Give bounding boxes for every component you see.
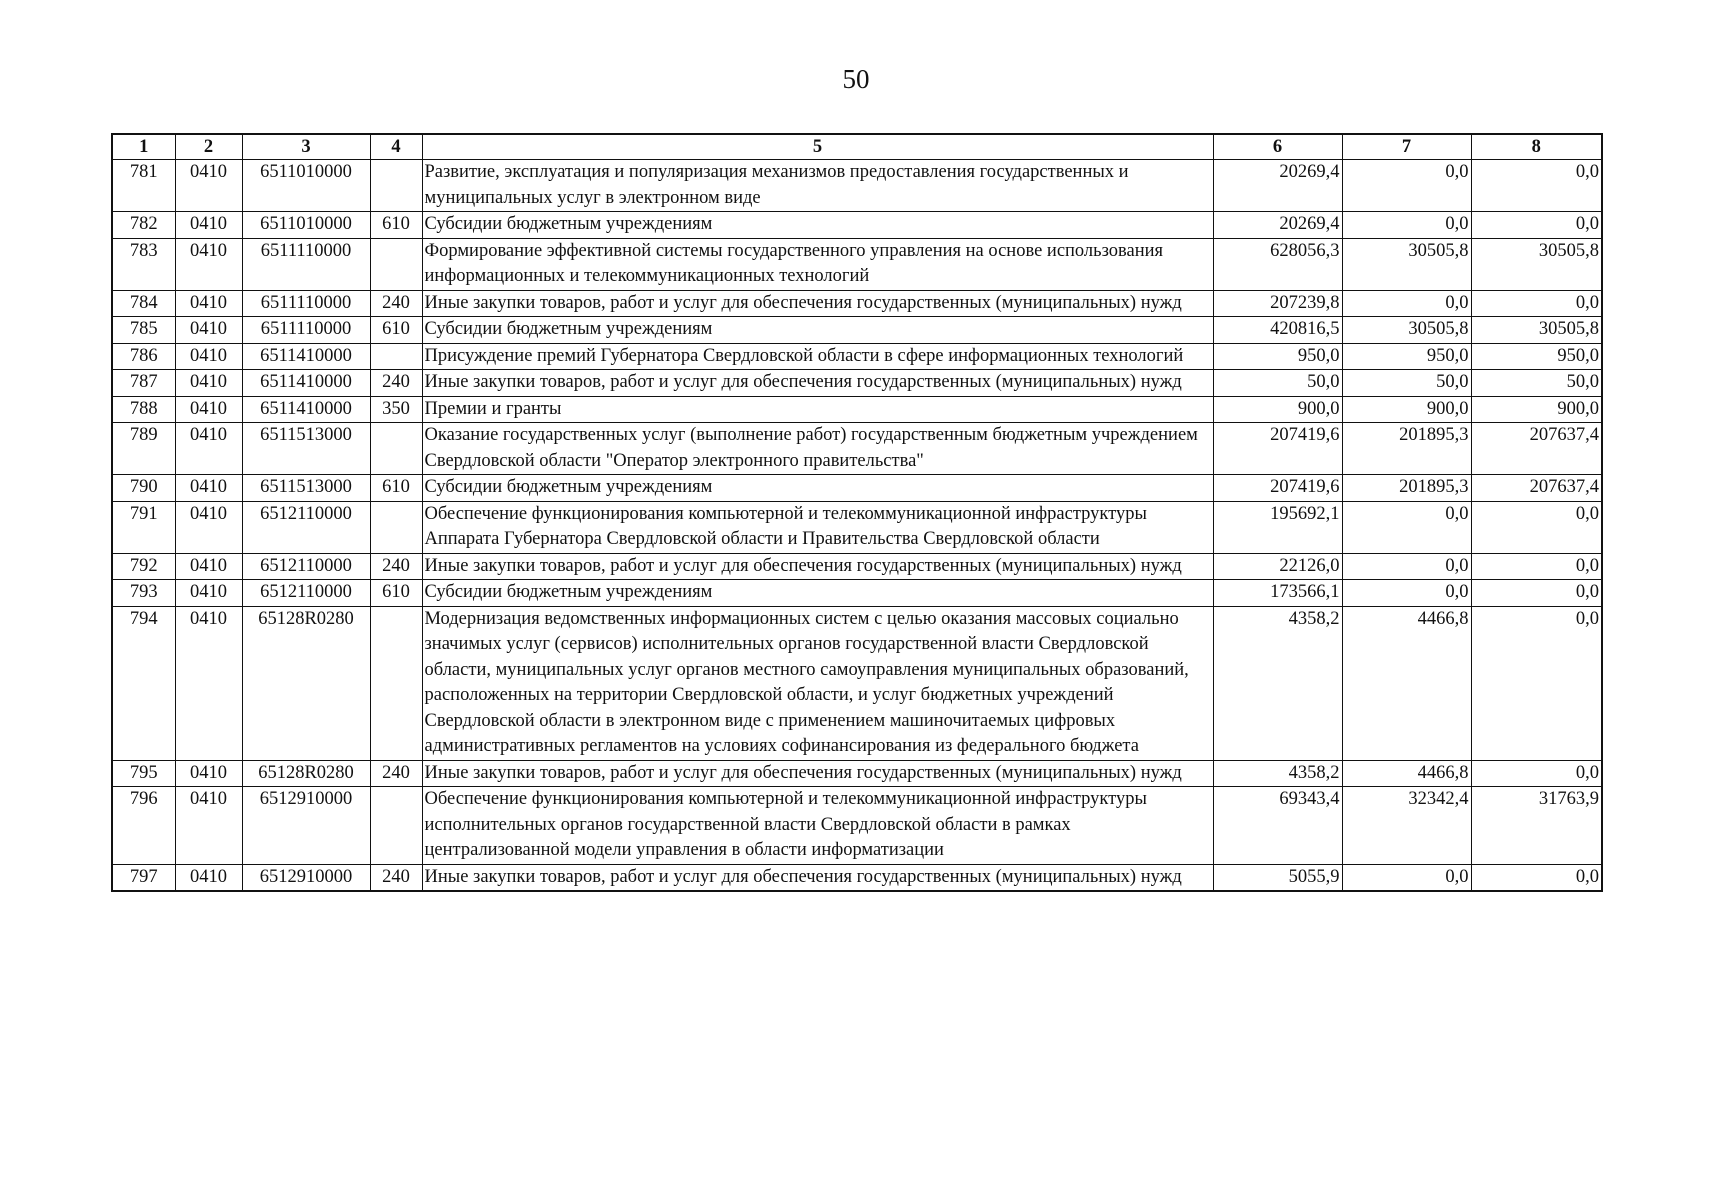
target-article-cell: 65128R0280 — [242, 760, 370, 787]
section-code-cell: 0410 — [175, 396, 242, 423]
amount-col8-cell: 950,0 — [1471, 343, 1602, 370]
table-row — [112, 760, 1602, 787]
expense-type-cell — [370, 501, 422, 553]
target-article-cell: 6511513000 — [242, 423, 370, 475]
section-code-cell: 0410 — [175, 317, 242, 344]
item-name-cell: Премии и гранты — [422, 396, 1213, 423]
amount-col7-cell: 0,0 — [1342, 290, 1471, 317]
section-code-cell: 0410 — [175, 343, 242, 370]
expense-type-cell: 240 — [370, 760, 422, 787]
row-number-cell: 796 — [112, 787, 175, 865]
table-row — [112, 606, 1602, 760]
amount-col7-cell: 0,0 — [1342, 580, 1471, 607]
table-row — [112, 787, 1602, 865]
column-header: 3 — [242, 134, 370, 160]
amount-col6-cell: 20269,4 — [1213, 160, 1342, 212]
table-row — [112, 423, 1602, 475]
amount-col8-cell: 900,0 — [1471, 396, 1602, 423]
table-row — [112, 370, 1602, 397]
section-code-cell: 0410 — [175, 370, 242, 397]
amount-col7-cell: 0,0 — [1342, 501, 1471, 553]
amount-col8-cell: 0,0 — [1471, 553, 1602, 580]
amount-col7-cell: 50,0 — [1342, 370, 1471, 397]
expense-type-cell: 240 — [370, 864, 422, 891]
target-article-cell: 6511010000 — [242, 160, 370, 212]
section-code-cell: 0410 — [175, 212, 242, 239]
table-row — [112, 580, 1602, 607]
section-code-cell: 0410 — [175, 475, 242, 502]
amount-col8-cell: 0,0 — [1471, 501, 1602, 553]
row-number-cell: 790 — [112, 475, 175, 502]
table-row — [112, 212, 1602, 239]
item-name-cell: Формирование эффективной системы государственного управления на основе использования информационных и телекоммуникационных технологий — [422, 238, 1213, 290]
target-article-cell: 6512910000 — [242, 864, 370, 891]
amount-col7-cell: 30505,8 — [1342, 317, 1471, 344]
section-code-cell: 0410 — [175, 787, 242, 865]
expense-type-cell: 240 — [370, 290, 422, 317]
target-article-cell: 6511110000 — [242, 317, 370, 344]
expense-type-cell: 610 — [370, 475, 422, 502]
amount-col6-cell: 207239,8 — [1213, 290, 1342, 317]
target-article-cell: 6511410000 — [242, 370, 370, 397]
amount-col7-cell: 0,0 — [1342, 160, 1471, 212]
table-row — [112, 396, 1602, 423]
table-row — [112, 501, 1602, 553]
column-header: 1 — [112, 134, 175, 160]
target-article-cell: 6512910000 — [242, 787, 370, 865]
expense-type-cell — [370, 423, 422, 475]
table-row — [112, 317, 1602, 344]
target-article-cell: 6511110000 — [242, 290, 370, 317]
section-code-cell: 0410 — [175, 238, 242, 290]
amount-col7-cell: 900,0 — [1342, 396, 1471, 423]
section-code-cell: 0410 — [175, 290, 242, 317]
amount-col7-cell: 4466,8 — [1342, 760, 1471, 787]
item-name-cell: Иные закупки товаров, работ и услуг для обеспечения государственных (муниципальных) нужд — [422, 290, 1213, 317]
section-code-cell: 0410 — [175, 501, 242, 553]
amount-col7-cell: 0,0 — [1342, 553, 1471, 580]
item-name-cell: Иные закупки товаров, работ и услуг для обеспечения государственных (муниципальных) нужд — [422, 760, 1213, 787]
section-code-cell: 0410 — [175, 606, 242, 760]
amount-col7-cell: 0,0 — [1342, 864, 1471, 891]
amount-col6-cell: 420816,5 — [1213, 317, 1342, 344]
amount-col8-cell: 0,0 — [1471, 606, 1602, 760]
amount-col8-cell: 207637,4 — [1471, 475, 1602, 502]
item-name-cell: Обеспечение функционирования компьютерной и телекоммуникационной инфраструктуры Аппарата Губернатора Свердловской области и Правительства Свердловской области — [422, 501, 1213, 553]
row-number-cell: 787 — [112, 370, 175, 397]
section-code-cell: 0410 — [175, 160, 242, 212]
column-header: 5 — [422, 134, 1213, 160]
amount-col7-cell: 30505,8 — [1342, 238, 1471, 290]
row-number-cell: 792 — [112, 553, 175, 580]
amount-col6-cell: 5055,9 — [1213, 864, 1342, 891]
amount-col7-cell: 201895,3 — [1342, 423, 1471, 475]
item-name-cell: Иные закупки товаров, работ и услуг для обеспечения государственных (муниципальных) нужд — [422, 370, 1213, 397]
amount-col7-cell: 4466,8 — [1342, 606, 1471, 760]
target-article-cell: 6511010000 — [242, 212, 370, 239]
table-body — [112, 160, 1602, 892]
item-name-cell: Субсидии бюджетным учреждениям — [422, 475, 1213, 502]
row-number-cell: 789 — [112, 423, 175, 475]
amount-col6-cell: 4358,2 — [1213, 760, 1342, 787]
amount-col6-cell: 950,0 — [1213, 343, 1342, 370]
amount-col8-cell: 207637,4 — [1471, 423, 1602, 475]
amount-col8-cell: 50,0 — [1471, 370, 1602, 397]
expense-type-cell — [370, 606, 422, 760]
target-article-cell: 65128R0280 — [242, 606, 370, 760]
item-name-cell: Оказание государственных услуг (выполнение работ) государственным бюджетным учреждением Свердловской области "Оператор электронного правительства" — [422, 423, 1213, 475]
target-article-cell: 6511110000 — [242, 238, 370, 290]
row-number-cell: 782 — [112, 212, 175, 239]
table-row — [112, 553, 1602, 580]
section-code-cell: 0410 — [175, 423, 242, 475]
section-code-cell: 0410 — [175, 760, 242, 787]
table-row — [112, 864, 1602, 891]
amount-col6-cell: 207419,6 — [1213, 475, 1342, 502]
item-name-cell: Иные закупки товаров, работ и услуг для обеспечения государственных (муниципальных) нужд — [422, 553, 1213, 580]
amount-col8-cell: 30505,8 — [1471, 238, 1602, 290]
table-row — [112, 343, 1602, 370]
amount-col6-cell: 20269,4 — [1213, 212, 1342, 239]
amount-col8-cell: 30505,8 — [1471, 317, 1602, 344]
row-number-cell: 794 — [112, 606, 175, 760]
amount-col6-cell: 22126,0 — [1213, 553, 1342, 580]
row-number-cell: 781 — [112, 160, 175, 212]
amount-col7-cell: 32342,4 — [1342, 787, 1471, 865]
expense-type-cell: 240 — [370, 553, 422, 580]
table-row — [112, 160, 1602, 212]
amount-col8-cell: 0,0 — [1471, 580, 1602, 607]
expense-type-cell: 610 — [370, 317, 422, 344]
amount-col8-cell: 0,0 — [1471, 212, 1602, 239]
amount-col6-cell: 195692,1 — [1213, 501, 1342, 553]
amount-col6-cell: 628056,3 — [1213, 238, 1342, 290]
expense-type-cell: 610 — [370, 580, 422, 607]
budget-table — [111, 133, 1603, 892]
amount-col6-cell: 207419,6 — [1213, 423, 1342, 475]
amount-col8-cell: 31763,9 — [1471, 787, 1602, 865]
column-header: 6 — [1213, 134, 1342, 160]
expense-type-cell: 350 — [370, 396, 422, 423]
target-article-cell: 6511513000 — [242, 475, 370, 502]
target-article-cell: 6512110000 — [242, 580, 370, 607]
column-header: 2 — [175, 134, 242, 160]
item-name-cell: Субсидии бюджетным учреждениям — [422, 212, 1213, 239]
section-code-cell: 0410 — [175, 553, 242, 580]
amount-col6-cell: 173566,1 — [1213, 580, 1342, 607]
target-article-cell: 6511410000 — [242, 343, 370, 370]
item-name-cell: Присуждение премий Губернатора Свердловской области в сфере информационных технологий — [422, 343, 1213, 370]
expense-type-cell: 610 — [370, 212, 422, 239]
row-number-cell: 793 — [112, 580, 175, 607]
amount-col8-cell: 0,0 — [1471, 760, 1602, 787]
expense-type-cell — [370, 238, 422, 290]
row-number-cell: 788 — [112, 396, 175, 423]
expense-type-cell — [370, 343, 422, 370]
table-header-row — [112, 134, 1602, 160]
item-name-cell: Обеспечение функционирования компьютерной и телекоммуникационной инфраструктуры исполнительных органов государственной власти Свердловской области в рамках централизованной модели управления в области информатизации — [422, 787, 1213, 865]
table-row — [112, 290, 1602, 317]
row-number-cell: 786 — [112, 343, 175, 370]
row-number-cell: 783 — [112, 238, 175, 290]
amount-col6-cell: 4358,2 — [1213, 606, 1342, 760]
item-name-cell: Субсидии бюджетным учреждениям — [422, 317, 1213, 344]
column-header: 4 — [370, 134, 422, 160]
section-code-cell: 0410 — [175, 864, 242, 891]
item-name-cell: Субсидии бюджетным учреждениям — [422, 580, 1213, 607]
amount-col8-cell: 0,0 — [1471, 864, 1602, 891]
target-article-cell: 6512110000 — [242, 553, 370, 580]
amount-col6-cell: 50,0 — [1213, 370, 1342, 397]
column-header: 7 — [1342, 134, 1471, 160]
amount-col8-cell: 0,0 — [1471, 290, 1602, 317]
target-article-cell: 6511410000 — [242, 396, 370, 423]
amount-col6-cell: 900,0 — [1213, 396, 1342, 423]
item-name-cell: Развитие, эксплуатация и популяризация механизмов предоставления государственных и муниципальных услуг в электронном виде — [422, 160, 1213, 212]
row-number-cell: 785 — [112, 317, 175, 344]
amount-col7-cell: 201895,3 — [1342, 475, 1471, 502]
amount-col8-cell: 0,0 — [1471, 160, 1602, 212]
target-article-cell: 6512110000 — [242, 501, 370, 553]
item-name-cell: Модернизация ведомственных информационных систем с целью оказания массовых социально значимых услуг (сервисов) исполнительных органов государственной власти Свердловской области, муниципальных услуг органов местного самоуправления муниципальных образований, расположенных на территории Свердловской области, и услуг бюджетных учреждений Свердловской области в электронном виде с применением машиночитаемых цифровых административных регламентов на условиях софинансирования из федерального бюджета — [422, 606, 1213, 760]
row-number-cell: 797 — [112, 864, 175, 891]
page-number: 50 — [842, 64, 870, 94]
table-row — [112, 238, 1602, 290]
amount-col7-cell: 950,0 — [1342, 343, 1471, 370]
column-header: 8 — [1471, 134, 1602, 160]
amount-col7-cell: 0,0 — [1342, 212, 1471, 239]
row-number-cell: 795 — [112, 760, 175, 787]
expense-type-cell — [370, 787, 422, 865]
amount-col6-cell: 69343,4 — [1213, 787, 1342, 865]
row-number-cell: 791 — [112, 501, 175, 553]
expense-type-cell: 240 — [370, 370, 422, 397]
table-row — [112, 475, 1602, 502]
expense-type-cell — [370, 160, 422, 212]
section-code-cell: 0410 — [175, 580, 242, 607]
item-name-cell: Иные закупки товаров, работ и услуг для обеспечения государственных (муниципальных) нужд — [422, 864, 1213, 891]
row-number-cell: 784 — [112, 290, 175, 317]
